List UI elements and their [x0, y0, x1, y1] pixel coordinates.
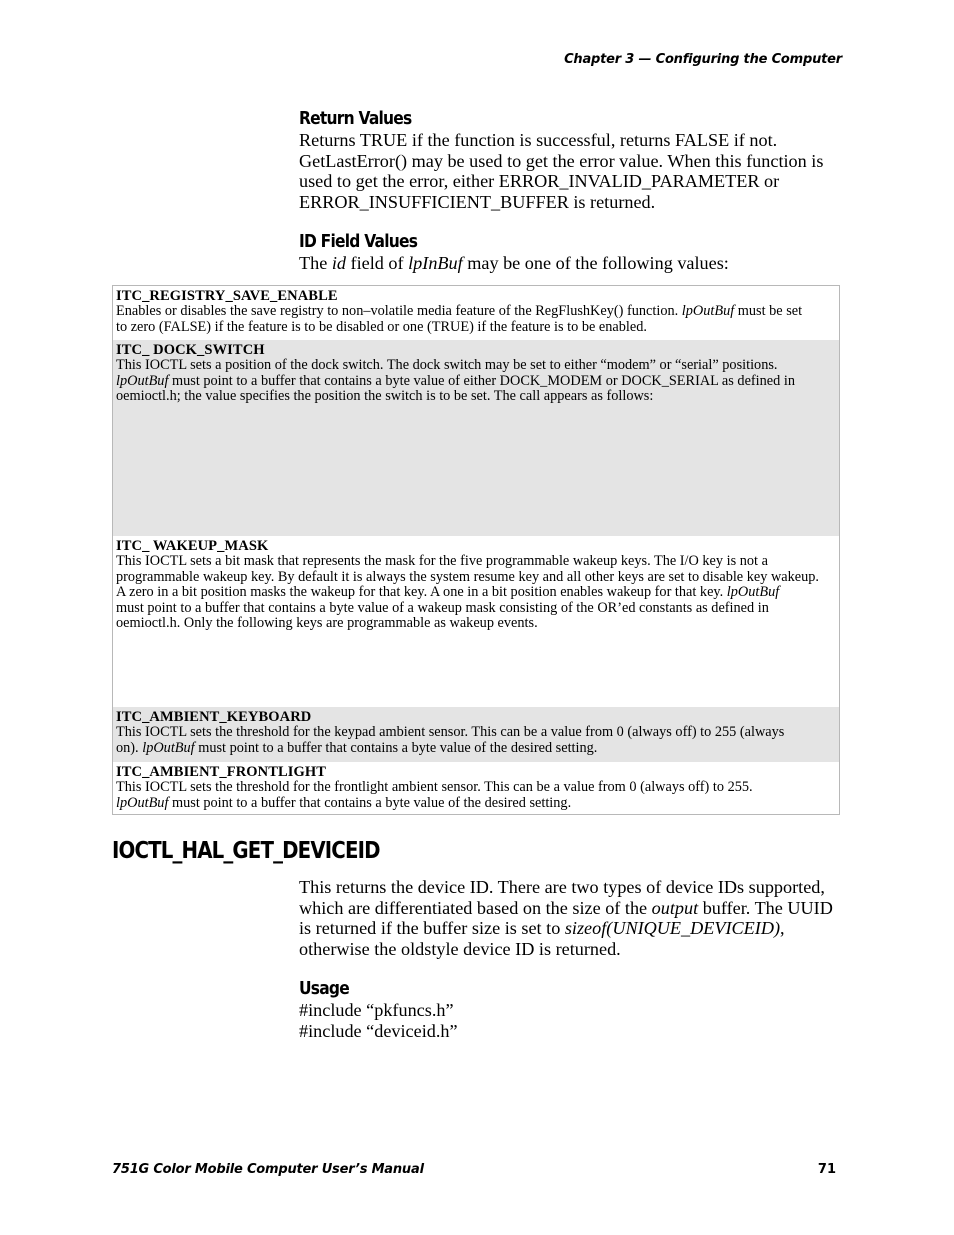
- text-run-italic: lpOutBuf: [116, 794, 169, 811]
- text-run-italic: id: [331, 253, 346, 273]
- field-name: ITC_AMBIENT_KEYBOARD: [116, 709, 312, 725]
- text-line: ERROR_INSUFFICIENT_BUFFER is returned.: [299, 191, 656, 212]
- text-run: A zero in a bit position masks the wakeup for that key. A one in a bit position enables wakeup for that key.: [116, 584, 727, 601]
- usage-code: [299, 1000, 839, 1041]
- text-run: on).: [116, 739, 143, 756]
- running-head: Chapter 3 — Configuring the Computer: [564, 52, 842, 67]
- text-run: This returns the device ID. There are two types of device IDs supported,: [299, 877, 825, 897]
- section-heading: IOCTL_HAL_GET_DEVICEID: [112, 838, 380, 864]
- text-run: oemioctl.h; the value specifies the position the switch is to be set. The call appears as follows:: [116, 388, 654, 405]
- table-row: [113, 340, 839, 536]
- text-run: This IOCTL sets a bit mask that represents the mask for the five programmable wakeup keys. The I/O key is not a: [116, 553, 768, 569]
- text-run: must be set: [734, 303, 803, 319]
- page-number: 71: [817, 1162, 836, 1177]
- text-run: must point to a buffer that contains a byte value of the desired setting.: [194, 739, 598, 756]
- text-run: This IOCTL sets the threshold for the keypad ambient sensor. This can be a value from 0 (always off) to 255 (always: [116, 724, 785, 740]
- text-line: Returns TRUE if the function is successful, returns FALSE if not.: [299, 130, 778, 150]
- field-description: [116, 554, 835, 632]
- id-field-table: [112, 285, 840, 815]
- code-line: #include “pkfuncs.h”: [299, 1000, 454, 1020]
- section-description: [299, 877, 839, 959]
- text-run: programmable wakeup key. By default it is always the system resume key and all other keys are set to disable key wakeup.: [116, 568, 819, 585]
- text-run: is returned if the buffer size is set to: [299, 918, 565, 939]
- return-values-heading: Return Values: [299, 108, 412, 129]
- field-description: [116, 780, 835, 811]
- id-field-values-block: [299, 231, 839, 274]
- id-field-values-intro: [299, 253, 839, 274]
- text-run: The: [299, 253, 332, 273]
- text-run-italic: lpOutBuf: [681, 303, 735, 319]
- text-run: must point to a buffer that contains a byte value of a wakeup mask consisting of the OR’ed constants as defined in: [116, 599, 769, 616]
- text-run: Enables or disables the save registry to non–volatile media feature of the RegFlushKey() function.: [116, 303, 682, 319]
- text-line: GetLastError() may be used to get the error value. When this function is: [299, 150, 824, 171]
- text-run: field of: [345, 253, 409, 273]
- field-description: [116, 358, 835, 405]
- text-run: oemioctl.h. Only the following keys are programmable as wakeup events.: [116, 615, 538, 632]
- return-values-block: [299, 108, 839, 212]
- field-name: ITC_REGISTRY_SAVE_ENABLE: [116, 288, 338, 304]
- text-run: buffer. The UUID: [698, 897, 833, 918]
- field-name: ITC_ DOCK_SWITCH: [116, 342, 265, 358]
- text-run: This IOCTL sets a position of the dock switch. The dock switch may be set to either “modem” or “serial” positions.: [116, 357, 778, 373]
- text-run: which are differentiated based on the size of the: [299, 897, 652, 918]
- text-run: This IOCTL sets the threshold for the frontlight ambient sensor. This can be a value from 0 (always off) to 255.: [116, 779, 753, 795]
- usage-block: [299, 978, 839, 1041]
- text-run-italic: sizeof(UNIQUE_DEVICEID): [564, 918, 781, 939]
- field-name: ITC_AMBIENT_FRONTLIGHT: [116, 764, 327, 780]
- text-run-italic: lpOutBuf: [726, 584, 780, 601]
- table-row: [113, 286, 839, 340]
- section-body: [299, 877, 839, 959]
- text-run: to zero (FALSE) if the feature is to be disabled or one (TRUE) if the feature is to be enabled.: [116, 318, 647, 335]
- table-row: [113, 762, 839, 814]
- text-run: otherwise the oldstyle device ID is returned.: [299, 938, 621, 959]
- field-description: [116, 304, 835, 335]
- text-line: used to get the error, either ERROR_INVALID_PARAMETER or: [299, 171, 780, 192]
- field-name: ITC_ WAKEUP_MASK: [116, 538, 269, 554]
- return-values-text: [299, 130, 839, 212]
- table-row: [113, 707, 839, 762]
- text-run: may be one of the following values:: [462, 253, 729, 273]
- text-run-italic: lpOutBuf: [142, 739, 195, 756]
- footer-manual-title: 751G Color Mobile Computer User’s Manual: [112, 1162, 424, 1177]
- text-run-italic: lpInBuf: [408, 253, 463, 273]
- text-run: must point to a buffer that contains a byte value of the desired setting.: [168, 794, 572, 811]
- usage-heading: Usage: [299, 978, 349, 999]
- table-row: [113, 536, 839, 707]
- text-run: must point to a buffer that contains a byte value of either DOCK_MODEM or DOCK_SERIAL as defined in: [168, 372, 795, 389]
- field-description: [116, 725, 835, 756]
- id-field-values-heading: ID Field Values: [299, 231, 418, 252]
- text-run-italic: output: [651, 897, 699, 918]
- code-line: #include “deviceid.h”: [299, 1020, 458, 1041]
- text-run: ,: [780, 918, 785, 939]
- text-run-italic: lpOutBuf: [116, 372, 169, 389]
